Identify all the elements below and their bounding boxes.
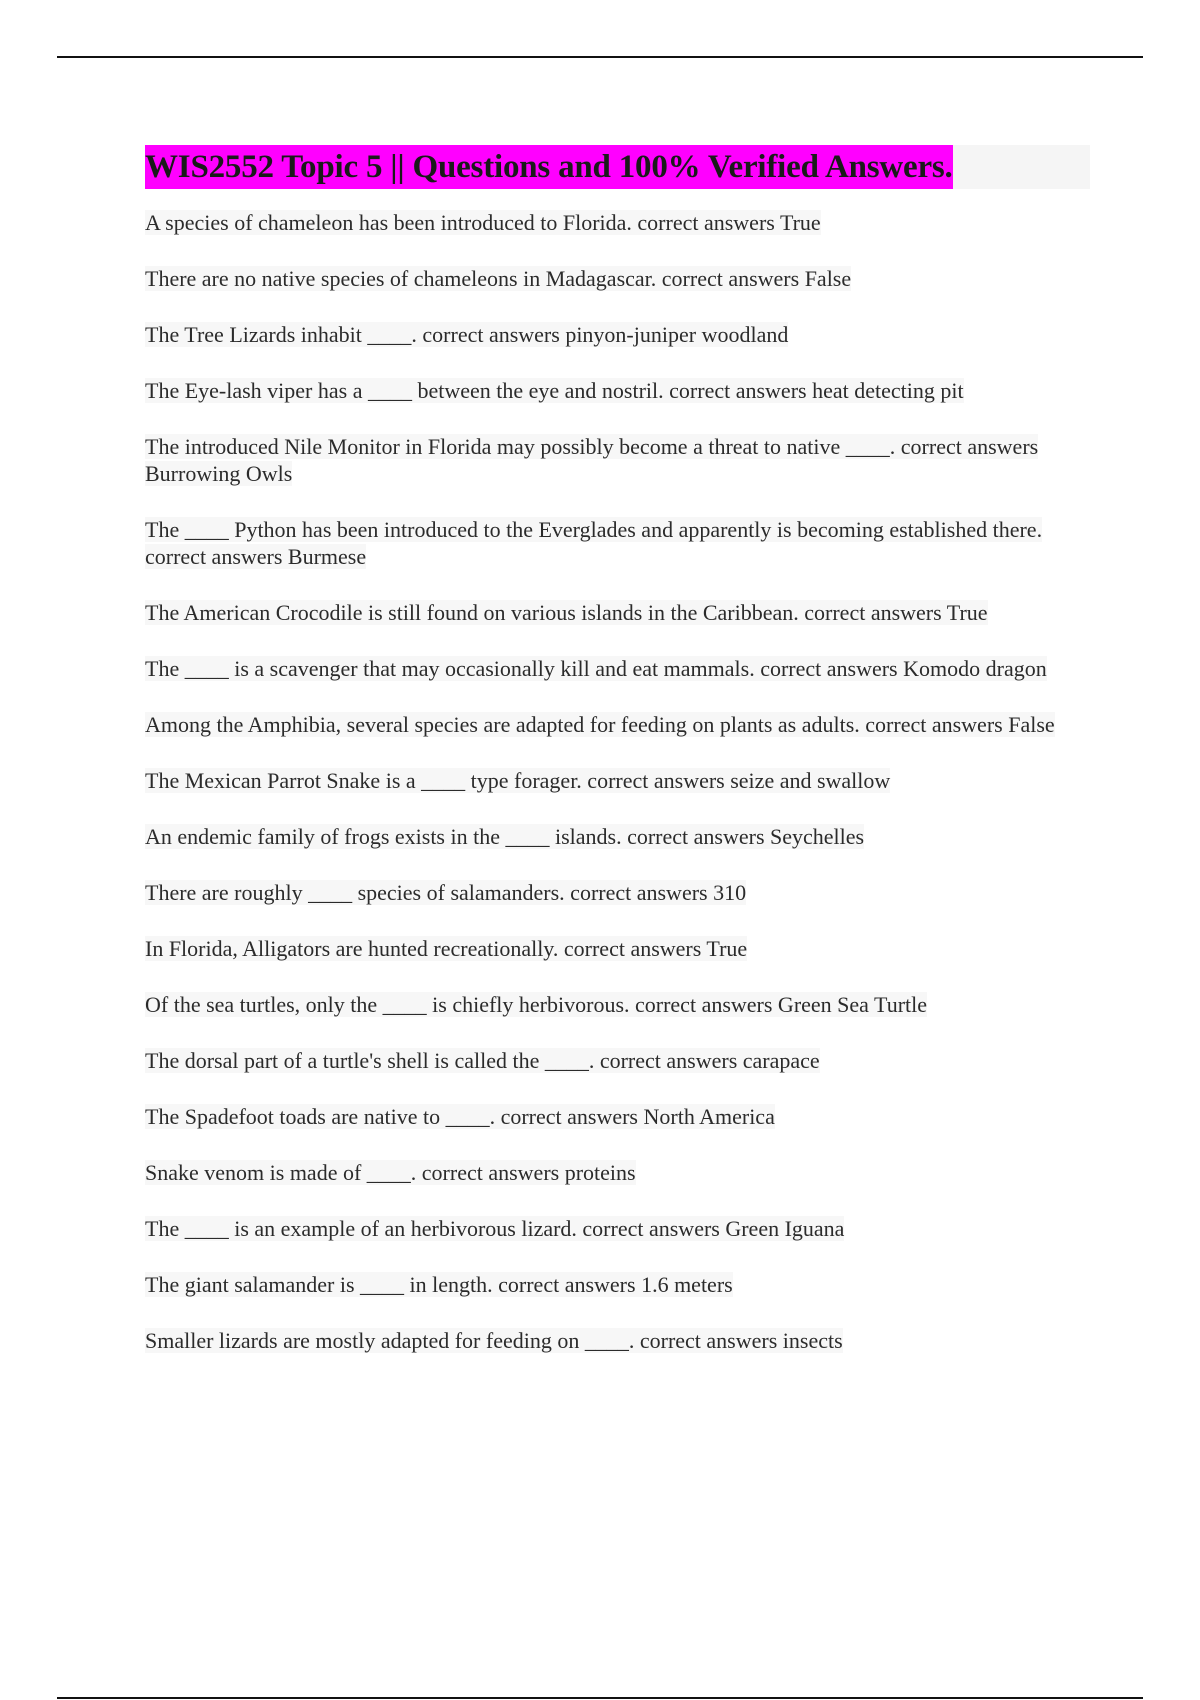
qa-item: The Mexican Parrot Snake is a ____ type forager. correct answers seize and swallow	[145, 768, 891, 793]
qa-item: There are roughly ____ species of salamanders. correct answers 310	[145, 880, 747, 905]
qa-item: The dorsal part of a turtle's shell is called the ____. correct answers carapace	[145, 1048, 820, 1073]
top-rule	[57, 56, 1143, 58]
qa-list	[145, 209, 1090, 1354]
qa-item: Snake venom is made of ____. correct answers proteins	[145, 1160, 636, 1185]
qa-item: The ____ is an example of an herbivorous lizard. correct answers Green Iguana	[145, 1216, 845, 1241]
qa-item: In Florida, Alligators are hunted recreationally. correct answers True	[145, 936, 748, 961]
qa-item: An endemic family of frogs exists in the ____ islands. correct answers Seychelles	[145, 824, 865, 849]
qa-item: The American Crocodile is still found on various islands in the Caribbean. correct answers True	[145, 600, 988, 625]
qa-item: There are no native species of chameleons in Madagascar. correct answers False	[145, 266, 852, 291]
qa-item: The Eye-lash viper has a ____ between the eye and nostril. correct answers heat detecting pit	[145, 378, 964, 403]
qa-item: The Tree Lizards inhabit ____. correct answers pinyon-juniper woodland	[145, 322, 789, 347]
qa-item: The Spadefoot toads are native to ____. correct answers North America	[145, 1104, 775, 1129]
qa-item: The giant salamander is ____ in length. correct answers 1.6 meters	[145, 1272, 733, 1297]
document-title: WIS2552 Topic 5 || Questions and 100% Verified Answers.	[145, 145, 953, 189]
qa-item: Among the Amphibia, several species are adapted for feeding on plants as adults. correct answers False	[145, 712, 1055, 737]
qa-item: A species of chameleon has been introduced to Florida. correct answers True	[145, 210, 821, 235]
qa-item: Smaller lizards are mostly adapted for feeding on ____. correct answers insects	[145, 1328, 843, 1353]
qa-item: The introduced Nile Monitor in Florida may possibly become a threat to native ____. correct answers Burrowing Owls	[145, 434, 1039, 486]
title-bar	[145, 145, 1090, 189]
qa-item: Of the sea turtles, only the ____ is chiefly herbivorous. correct answers Green Sea Turtle	[145, 992, 928, 1017]
qa-item: The ____ Python has been introduced to the Everglades and apparently is becoming established there. correct answers Burmese	[145, 517, 1043, 569]
document-body	[145, 145, 1090, 1383]
bottom-rule	[57, 1697, 1143, 1699]
qa-item: The ____ is a scavenger that may occasionally kill and eat mammals. correct answers Komodo dragon	[145, 656, 1047, 681]
